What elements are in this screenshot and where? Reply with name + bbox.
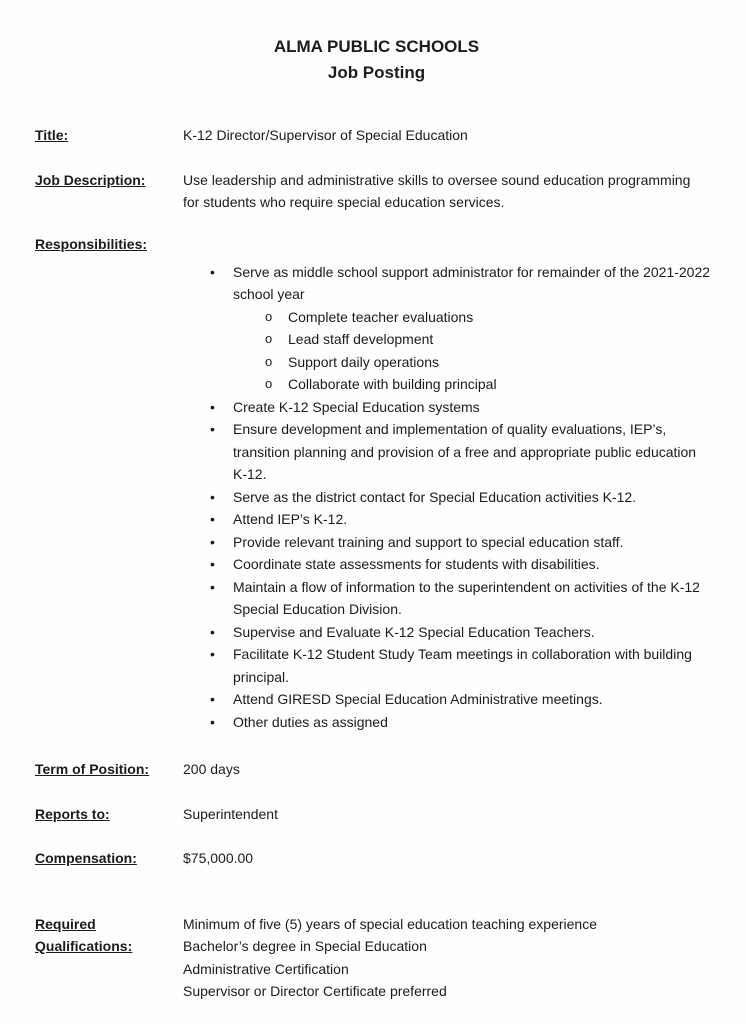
- document-subtitle: Job Posting: [327, 63, 426, 82]
- disc-bullet-icon: •: [210, 488, 215, 505]
- qualification-line: Administrative Certification: [183, 960, 349, 977]
- disc-bullet-icon: •: [210, 556, 215, 572]
- circle-bullet-icon: o: [265, 376, 273, 391]
- responsibilities-label: Responsibilities:: [35, 235, 148, 252]
- circle-bullet-icon: o: [265, 331, 273, 346]
- compensation-label: Compensation:: [35, 850, 137, 866]
- compensation-section: [35, 847, 718, 870]
- responsibility-item: [210, 531, 718, 554]
- responsibility-item-text: Provide relevant training and support to special education staff.: [233, 533, 624, 550]
- disc-bullet-icon: •: [210, 623, 215, 640]
- job-description-value: Use leadership and administrative skills to oversee sound education programming for students who require special education services.: [183, 171, 691, 210]
- responsibility-item: [210, 621, 718, 644]
- qualifications-list: [183, 913, 718, 1003]
- responsibility-subitem: [265, 373, 718, 396]
- responsibility-item-text: Other duties as assigned: [233, 713, 388, 730]
- reports-to-label: Reports to:: [35, 805, 110, 822]
- disc-bullet-icon: •: [210, 398, 215, 415]
- responsibility-item: [210, 576, 718, 621]
- term-of-position-label: Term of Position:: [35, 761, 150, 777]
- required-qualifications-label: [35, 913, 183, 958]
- disc-bullet-icon: •: [210, 578, 215, 595]
- disc-bullet-icon: •: [210, 421, 215, 437]
- required-qualifications-section: [35, 913, 718, 1003]
- responsibility-subitem-text: Collaborate with building principal: [288, 376, 497, 392]
- responsibility-subitem: [265, 351, 718, 374]
- responsibility-item: [210, 688, 718, 711]
- term-of-position-value: 200 days: [183, 761, 240, 777]
- circle-bullet-icon: o: [265, 308, 273, 324]
- title-label: Title:: [35, 127, 69, 143]
- responsibility-item: [210, 396, 718, 419]
- circle-bullet-icon: o: [265, 353, 273, 369]
- disc-bullet-icon: •: [210, 691, 215, 707]
- required-qualifications-label-line1: Required: [35, 915, 96, 932]
- responsibility-item-text: Supervise and Evaluate K-12 Special Education Teachers.: [233, 623, 595, 640]
- required-qualifications-label-line2: Qualifications:: [35, 938, 133, 954]
- organization-title: ALMA PUBLIC SCHOOLS: [273, 37, 480, 56]
- responsibility-item-text: Coordinate state assessments for students with disabilities.: [233, 556, 600, 572]
- compensation-value: $75,000.00: [183, 850, 254, 866]
- reports-to-value: Superintendent: [183, 805, 278, 822]
- job-description-label: Job Description:: [35, 171, 146, 188]
- qualification-line: Supervisor or Director Certificate preferred: [183, 983, 447, 999]
- qualification-line: Minimum of five (5) years of special education teaching experience: [183, 915, 597, 932]
- responsibility-item-text: Serve as middle school support administrator for remainder of the 2021-2022 school year: [233, 263, 711, 302]
- responsibility-subitem-text: Support daily operations: [288, 353, 439, 370]
- responsibility-item: [210, 486, 718, 509]
- reports-to-section: [35, 803, 718, 826]
- responsibility-item-text: Ensure development and implementation of quality evaluations, IEP’s, transition planning and provision of a free and appropriate public education K-12.: [233, 421, 697, 482]
- responsibility-subitem-text: Lead staff development: [288, 331, 434, 347]
- responsibilities-section: [35, 233, 718, 734]
- disc-bullet-icon: •: [210, 263, 215, 280]
- disc-bullet-icon: •: [210, 646, 215, 662]
- responsibility-item-text: Attend IEP’s K-12.: [233, 511, 348, 527]
- disc-bullet-icon: •: [210, 533, 215, 550]
- responsibility-subitem: [265, 306, 718, 329]
- qualification-line: Bachelor’s degree in Special Education: [183, 938, 427, 954]
- document-header: [35, 34, 718, 86]
- responsibilities-list: [183, 261, 718, 734]
- disc-bullet-icon: •: [210, 511, 215, 527]
- responsibility-item-text: Attend GIRESD Special Education Administrative meetings.: [233, 691, 603, 707]
- title-value: K-12 Director/Supervisor of Special Education: [183, 127, 468, 143]
- responsibility-item: [210, 643, 718, 688]
- responsibility-item: [210, 711, 718, 734]
- responsibility-item: [210, 553, 718, 576]
- disc-bullet-icon: •: [210, 713, 215, 730]
- responsibility-item-text: Facilitate K-12 Student Study Team meetings in collaboration with building principal.: [233, 646, 692, 685]
- responsibility-subitem: [265, 328, 718, 351]
- responsibility-item: [210, 418, 718, 486]
- responsibility-item-text: Maintain a flow of information to the superintendent on activities of the K-12 Special Education Division.: [233, 578, 700, 617]
- responsibility-item: [210, 508, 718, 531]
- job-description-section: [35, 169, 718, 214]
- title-section: [35, 124, 718, 147]
- responsibility-item-text: Serve as the district contact for Special Education activities K-12.: [233, 488, 637, 505]
- term-of-position-section: [35, 758, 718, 781]
- responsibility-subitem-text: Complete teacher evaluations: [288, 308, 474, 325]
- responsibility-item-text: Create K-12 Special Education systems: [233, 398, 480, 415]
- responsibility-item: [210, 261, 718, 306]
